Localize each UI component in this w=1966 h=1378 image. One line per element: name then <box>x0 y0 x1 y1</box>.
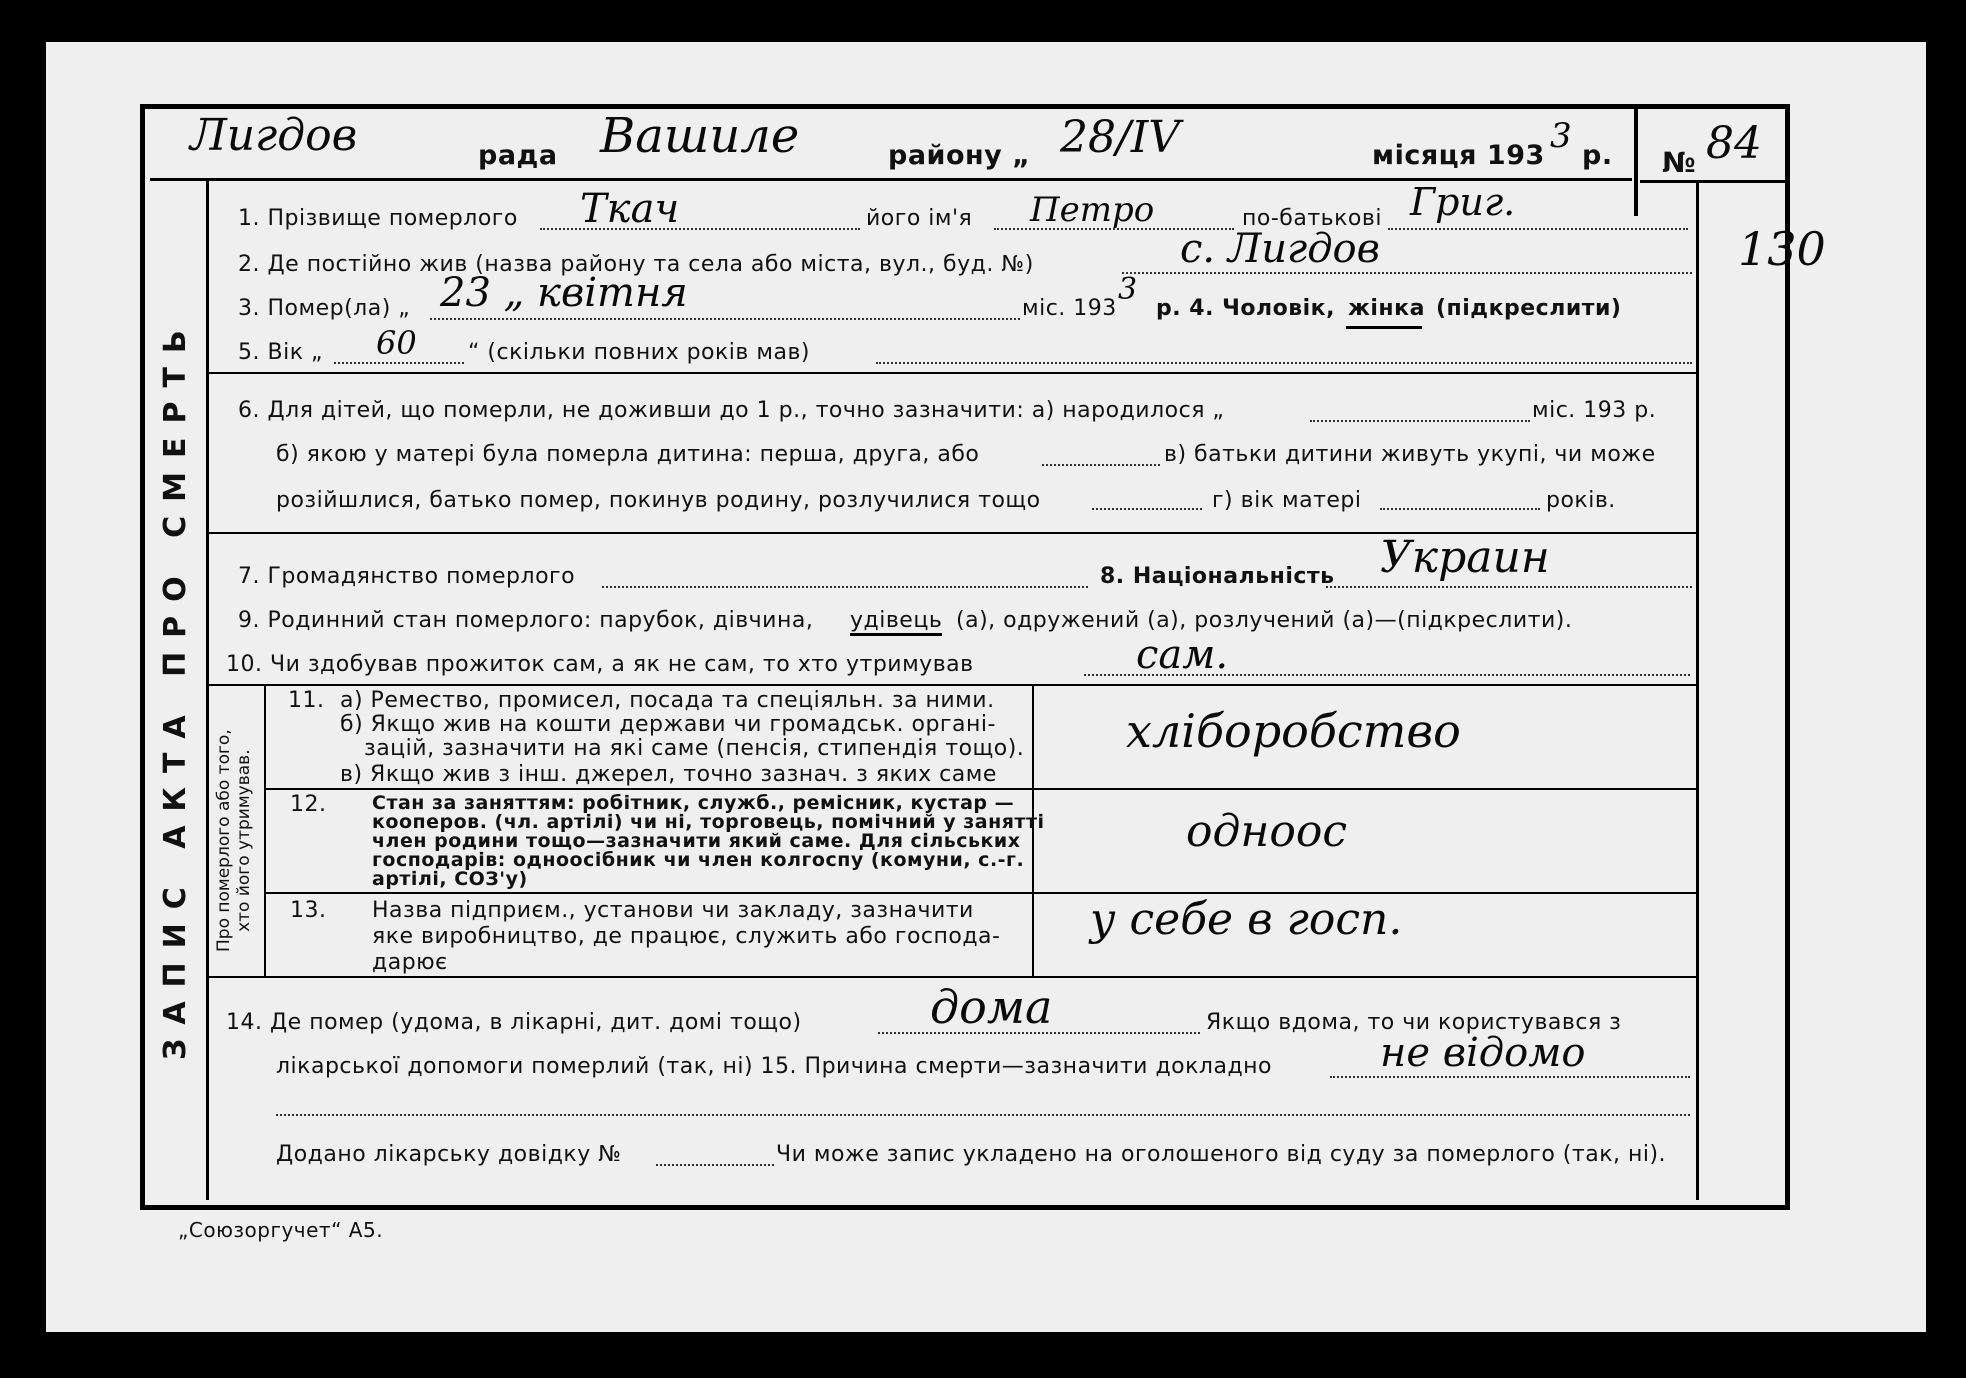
row11-a: а) Ремество, промисел, посада та спеціяльн. за ними. <box>340 688 995 713</box>
council-handwritten: Лигдов <box>190 110 358 161</box>
rule-after-row5 <box>208 372 1696 374</box>
footer-certificate-label: Додано лікарську довідку № <box>276 1142 622 1167</box>
side-note-line1: Про померлого або того, <box>214 729 234 952</box>
row6-line3c: років. <box>1546 488 1616 513</box>
occupation-side-rule <box>264 684 266 976</box>
month-year-label: місяця 193 <box>1372 140 1545 171</box>
row6-line1-end: міс. 193 р. <box>1532 398 1657 423</box>
residence-handwritten: с. Лигдов <box>1180 226 1380 272</box>
row2-line <box>1122 272 1692 274</box>
row6-line1: 6. Для дітей, що померли, не доживши до 1 р., точно зазначити: а) народилося „ <box>238 398 1225 423</box>
row6-line2a: б) якою у матері була померла дитина: перша, друга, або <box>276 442 980 467</box>
surname-handwritten: Ткач <box>580 186 680 232</box>
day-handwritten: 28/IV <box>1060 112 1180 163</box>
row11-b2: зацій, зазначити на які саме (пенсія, стипендія тощо). <box>364 736 1025 761</box>
row15-label: лікарської допомоги померлий (так, ні) 15. Причина смерти—зазначити докладно <box>276 1054 1273 1079</box>
support-handwritten: сам. <box>1136 632 1229 678</box>
row3-line <box>430 318 1020 320</box>
rule-after-row11 <box>266 788 1696 790</box>
margin-number-handwritten: 130 <box>1738 222 1826 276</box>
row13-number: 13. <box>290 898 327 923</box>
row6-line3b: г) вік матері <box>1212 488 1362 513</box>
header-year-digit-handwritten: 3 <box>1550 116 1572 156</box>
row13-line2: яке виробництво, де працює, служить або господа- <box>372 924 1001 949</box>
row6-mother-age-line <box>1380 508 1540 510</box>
workplace-handwritten: у себе в госп. <box>1090 894 1403 945</box>
name-label: його ім'я <box>866 206 973 231</box>
number-box-divider <box>1634 108 1638 216</box>
row3-underline-note: (підкреслити) <box>1436 296 1622 321</box>
occupation-side-note <box>214 729 254 952</box>
district-handwritten: Вашиле <box>600 108 800 164</box>
row12-number: 12. <box>290 792 327 817</box>
record-number-handwritten: 84 <box>1706 118 1762 169</box>
row6-line3a: розійшлися, батько помер, покинув родину, розлучилися тощо <box>276 488 1041 513</box>
row12-line1: Стан за заняттям: робітник, служб., ремісник, кустар — <box>372 792 1015 814</box>
row14-label: 14. Де помер (удома, в лікарні, дит. домі тощо) <box>226 1010 802 1035</box>
row13-line1: Назва підприєм., установи чи закладу, зазначити <box>372 898 974 923</box>
row12-line4: господарів: одноосібник чи член колгоспу (комуни, с.-г. <box>372 849 1025 871</box>
gender-underline <box>1346 326 1422 329</box>
row7-label: 7. Громадянство померлого <box>238 564 576 589</box>
rule-after-row13 <box>208 976 1696 978</box>
vertical-title: ЗАПИС АКТА ПРО СМЕРТЬ <box>158 316 193 1060</box>
row14-rest: Якщо вдома, то чи користувався з <box>1206 1010 1622 1035</box>
row15-line <box>1330 1076 1690 1078</box>
row5-age-line <box>334 362 464 364</box>
row3-label: 3. Помер(ла) „ <box>238 296 411 321</box>
occupation-handwritten: хліборобство <box>1126 704 1461 758</box>
row9-label: 9. Родинний стан померлого: парубок, дівчина, <box>238 608 814 633</box>
row12-line3: член родини тощо—зазначити який саме. Для сільських <box>372 830 1021 852</box>
death-place-handwritten: дома <box>930 980 1053 1034</box>
age-handwritten: 60 <box>376 324 417 362</box>
footer-certificate-line <box>656 1164 774 1166</box>
death-year-handwritten: 3 <box>1118 272 1138 307</box>
row6-birth-line <box>1310 420 1530 422</box>
row8-label: 8. Національність <box>1100 564 1335 589</box>
row9-rest: (а), одружений (а), розлучений (а)—(підкреслити). <box>956 608 1573 633</box>
row5-label: 5. Вік „ <box>238 340 323 365</box>
rule-after-row10 <box>208 684 1696 686</box>
row15-extra-line <box>276 1114 1690 1116</box>
row13-line3: дарює <box>372 950 448 975</box>
row12-line5: артілі, СОЗ'у) <box>372 868 528 890</box>
row11-c: в) Якщо жив з інш. джерел, точно зазнач. з яких саме <box>340 762 997 787</box>
row11-number: 11. <box>288 688 325 713</box>
patronymic-handwritten: Григ. <box>1410 180 1516 224</box>
nationality-handwritten: Украин <box>1380 532 1550 583</box>
row6-child-order-line <box>1042 464 1160 466</box>
marital-widower: удівець <box>850 608 942 636</box>
patronymic-label: по-батькові <box>1242 206 1382 231</box>
rule-after-row12 <box>266 892 1696 894</box>
rayonu-label: району „ <box>888 140 1031 171</box>
right-inner-rule <box>1696 180 1699 1200</box>
row3-month-label: міс. 193 <box>1022 296 1117 321</box>
row11-b1: б) Якщо жив на кошти держави чи громадськ. органі- <box>340 712 996 737</box>
row6-line2b: в) батьки дитини живуть укупі, чи може <box>1164 442 1656 467</box>
rada-label: рада <box>478 140 558 171</box>
row3-r4-label: р. 4. Чоловік, <box>1156 296 1335 321</box>
row1-label: 1. Прізвище померлого <box>238 206 518 231</box>
gender-female: жінка <box>1348 296 1425 321</box>
row5-line <box>876 362 1692 364</box>
row6-parents-line <box>1092 508 1202 510</box>
left-inner-rule <box>206 180 209 1200</box>
printer-mark: „Союзоргучет“ А5. <box>178 1218 384 1242</box>
row12-line2: кооперов. (чл. артілі) чи ні, торговець, помічний у занятті <box>372 811 1045 833</box>
row1-patronymic-line <box>1388 228 1688 230</box>
cause-of-death-handwritten: не відомо <box>1380 1030 1586 1076</box>
row5-rest: “ (скільки повних років мав) <box>468 340 810 365</box>
footer-rest: Чи може запис укладено на оголошеного від суду за померлого (так, ні). <box>776 1142 1667 1167</box>
row10-label: 10. Чи здобував прожиток сам, а як не сам, то хто утримував <box>226 652 974 677</box>
status-handwritten: одноос <box>1186 806 1347 857</box>
name-handwritten: Петро <box>1030 190 1155 230</box>
record-number-label: № <box>1662 146 1697 179</box>
header-r-label: р. <box>1582 140 1613 171</box>
row8-line <box>1326 586 1692 588</box>
side-note-line2: хто його утримував. <box>234 749 254 932</box>
death-date-handwritten: 23 „ квітня <box>440 270 688 316</box>
number-box-rule <box>1640 180 1785 183</box>
row7-line <box>602 586 1088 588</box>
row2-label: 2. Де постійно жив (назва району та села або міста, вул., буд. №) <box>238 252 1034 277</box>
